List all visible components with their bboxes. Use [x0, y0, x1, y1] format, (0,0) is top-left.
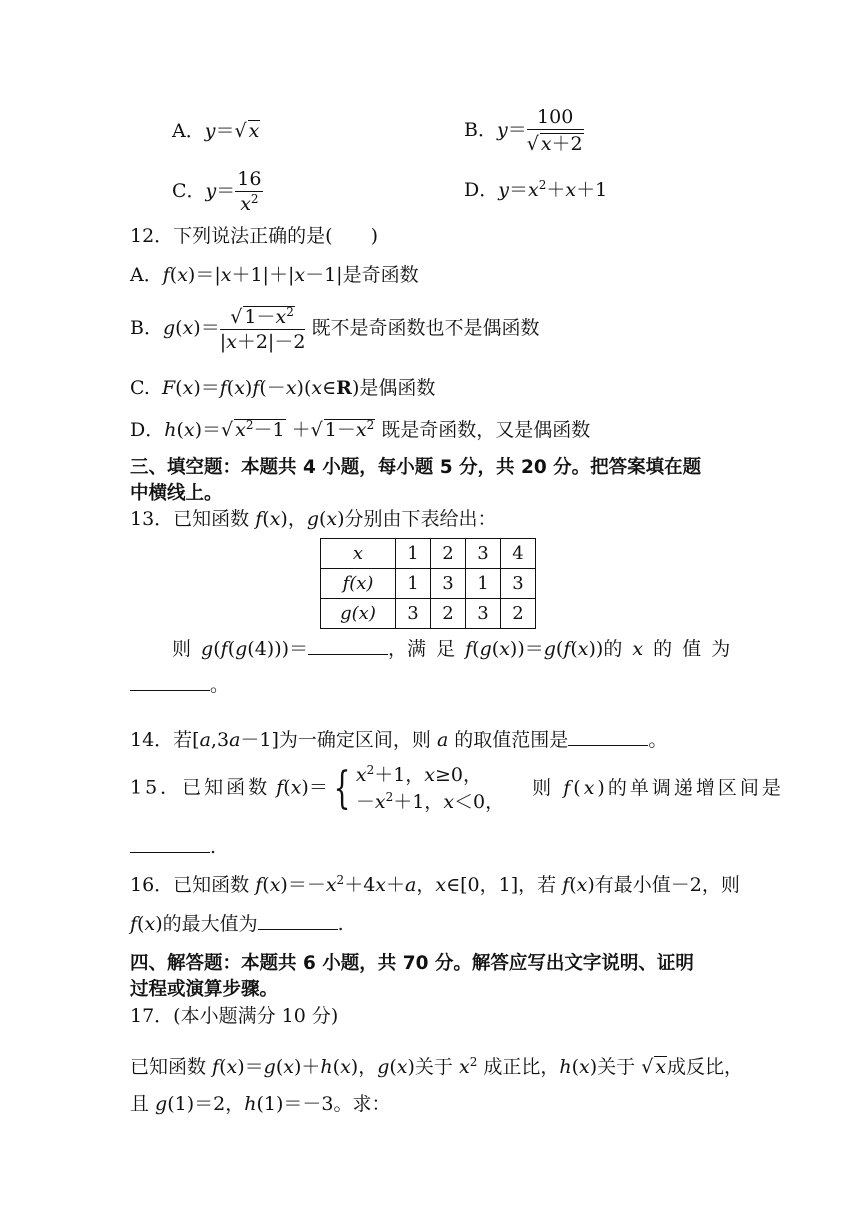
q11-option-d: D．$y=x^2+x+1$ — [464, 178, 608, 201]
q17-line1: 已知函数 f(x)＝g(x)＋h(x)，g(x)关于 $x^2$ 成正比，h(x)关于 √ x成反比， — [130, 1055, 744, 1078]
table-cell: 3 — [501, 569, 536, 599]
q15-case1: $x^2+1$，x≥0， — [355, 763, 483, 786]
table-cell: 2 — [431, 599, 466, 629]
q12-option-c: C. F(x)＝f(x)f(－x)(x∈R)是偶函数 — [130, 377, 436, 399]
table-cell: x — [321, 539, 396, 569]
table-cell: 4 — [501, 539, 536, 569]
table-cell: 1 — [466, 569, 501, 599]
table-cell: 3 — [466, 539, 501, 569]
table-cell: 3 — [431, 569, 466, 599]
q17-head: 17．(本小题满分 10 分) — [130, 1005, 339, 1027]
table-cell: 2 — [431, 539, 466, 569]
q15-answer: . — [130, 838, 216, 857]
section3-heading-line1: 三、填空题：本题共 4 小题，每小题 5 分，共 20 分。把答案填在题 — [130, 457, 702, 478]
q12-option-b-tail: 既不是奇函数也不是偶函数 — [311, 317, 540, 339]
q12-option-b: B．g(x)＝ $\frac{√ 1-x^2}{|x+2|-2}$ 既不是奇函数也不是偶函数 — [130, 305, 540, 353]
q12-option-d: D．h(x)＝√ $x^2-1$ ＋√ $1-x^2$ 既是奇函数，又是偶函数 — [130, 418, 591, 441]
q17-line2: 且 g(1)＝2，h(1)＝－3。求： — [130, 1093, 391, 1115]
q11-option-b: B．y＝ $\frac{100}{√ x+2}$ — [464, 106, 583, 155]
table-cell: 3 — [396, 599, 431, 629]
section4-heading-line1: 四、解答题：本题共 6 小题，共 70 分。解答应写出文字说明、证明 — [130, 953, 694, 974]
q14: 14．若[a,3a－1]为一确定区间，则 a 的取值范围是 。 — [130, 729, 668, 751]
table-cell: f(x) — [321, 569, 396, 599]
q13-stem: 13．已知函数 f(x)，g(x)分别由下表给出： — [130, 508, 497, 530]
table-cell: 1 — [396, 539, 431, 569]
section3-heading-line2: 中横线上。 — [130, 483, 223, 504]
table-cell: 3 — [466, 599, 501, 629]
table-cell: 2 — [501, 599, 536, 629]
q13-question: 则 g(f(g(4)))＝ ，满 足 f(g(x))＝g(f(x))的 x 的 值 为 — [172, 638, 731, 660]
q15-case2: $-x^2+1$，x＜0， — [355, 789, 505, 813]
q11-option-a: A．y＝√ x — [172, 120, 260, 142]
table-row — [321, 569, 536, 599]
q16-line2: f(x)的最大值为 . — [130, 913, 344, 935]
q11-option-c: C．y＝ $\frac{16}{x^2}$ — [172, 168, 262, 215]
brace: { — [333, 762, 351, 814]
table-cell: 1 — [396, 569, 431, 599]
table-row — [321, 599, 536, 629]
q16-line1: 16．已知函数 $f(x)=-x^2+4x+a$，x∈[0，1]，若 f(x)有最小值－2，则 — [130, 873, 740, 896]
section4-heading-line2: 过程或演算步骤。 — [130, 979, 279, 1000]
q12-option-a: A．f(x)＝|x＋1|＋|x－1|是奇函数 — [130, 264, 419, 286]
table-row — [321, 539, 536, 569]
q13-table — [320, 538, 536, 629]
q13-question-cont: 。 — [130, 676, 229, 695]
q12-option-d-tail: 既是奇函数，又是偶函数 — [381, 419, 591, 441]
q12-stem: 12．下列说法正确的是( ) — [130, 225, 379, 247]
table-cell: g(x) — [321, 599, 396, 629]
q15: 15．已知函数 f(x)＝ { $x^2+1$，x≥0， $-x^2+1$，x＜0， 则 f(x)的单调递增区间是 — [130, 762, 784, 814]
